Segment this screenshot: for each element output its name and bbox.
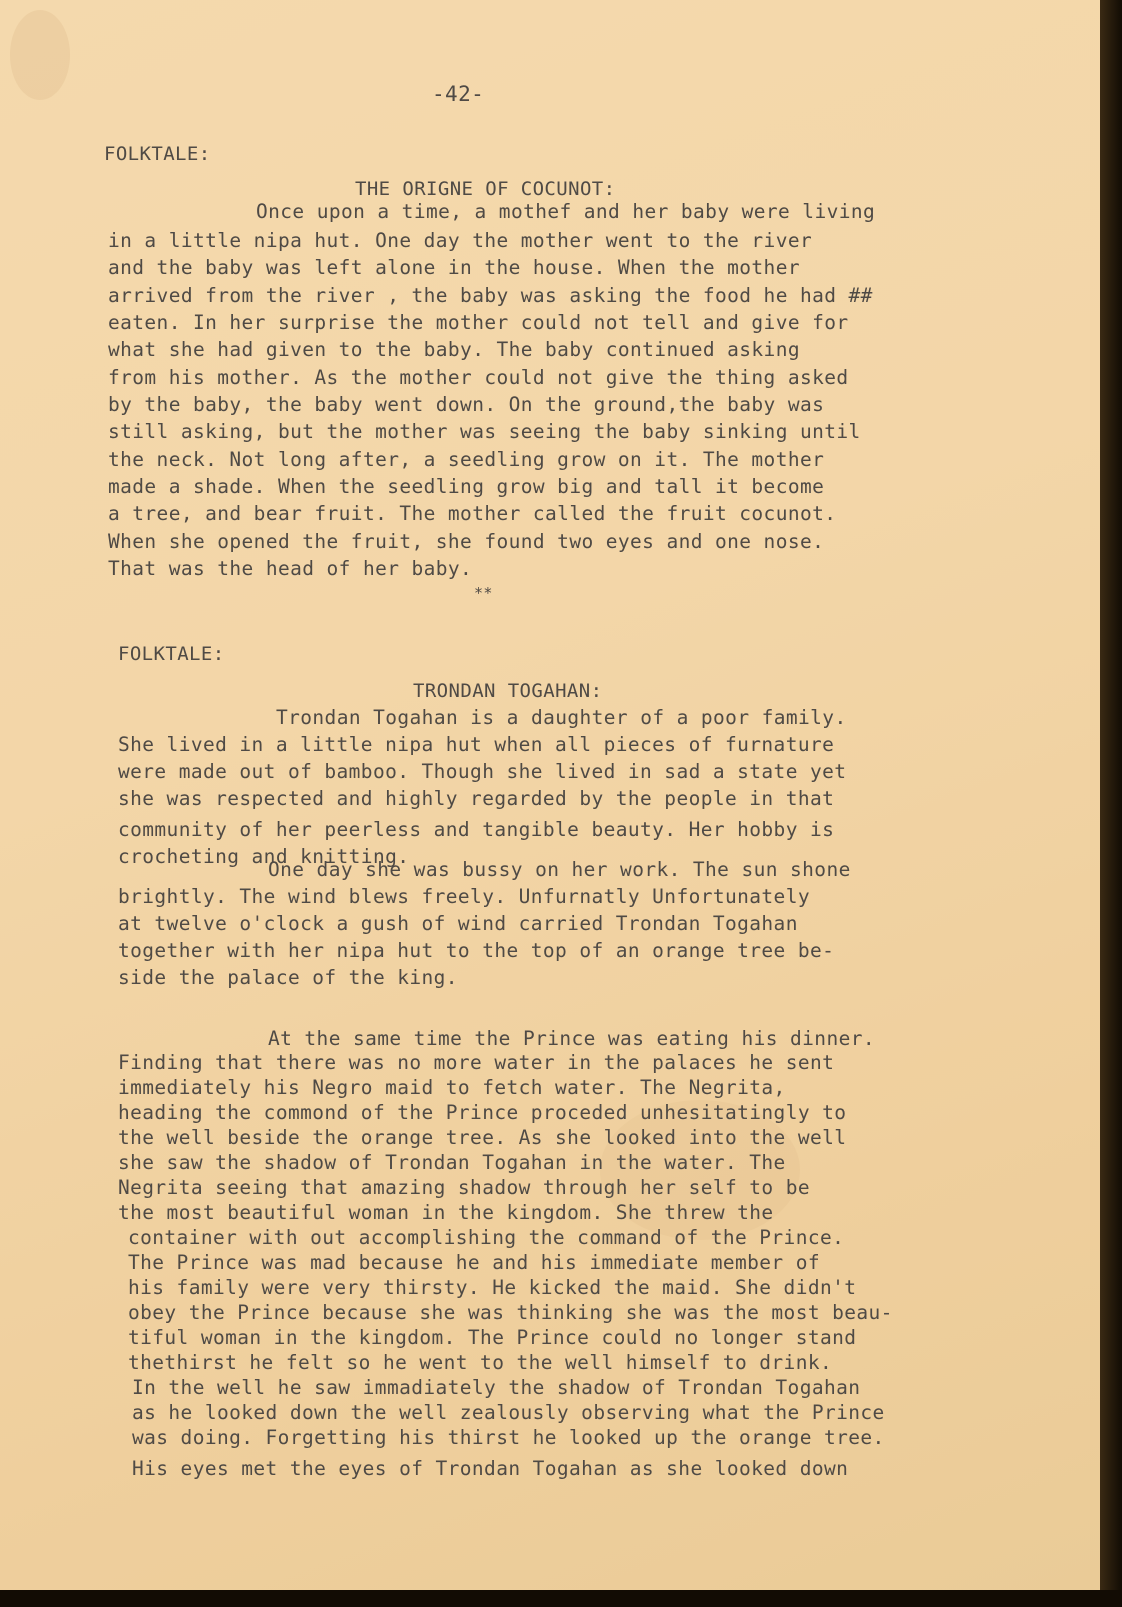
text-line: Finding that there was no more water in the palaces he sent: [118, 1051, 835, 1074]
text-line: His eyes met the eyes of Trondan Togahan as she looked down: [132, 1457, 849, 1480]
text-line: side the palace of the king.: [118, 966, 458, 989]
page-number: -42-: [432, 82, 485, 106]
story-title: THE ORIGNE OF COCUNOT:: [355, 178, 616, 200]
separator: **: [474, 584, 493, 602]
text-line: the neck. Not long after, a seedling grow on it. The mother: [108, 448, 825, 471]
text-line: at twelve o'clock a gush of wind carried Trondan Togahan: [118, 912, 798, 935]
text-line: eaten. In her surprise the mother could not tell and give for: [108, 311, 849, 334]
text-line: she saw the shadow of Trondan Togahan in the water. The: [118, 1151, 786, 1174]
text-line: In the well he saw immadiately the shadow of Trondan Togahan: [132, 1376, 861, 1399]
paper-stain: [10, 10, 70, 100]
text-line: were made out of bamboo. Though she lived in sad a state yet: [118, 760, 847, 783]
text-line: from his mother. As the mother could not give the thing asked: [108, 366, 849, 389]
text-line: still asking, but the mother was seeing the baby sinking until: [108, 420, 861, 443]
text-line: tiful woman in the kingdom. The Prince could no longer stand: [128, 1326, 857, 1349]
story-paragraph: [118, 1025, 893, 1511]
text-line: and the baby was left alone in the house. When the mother: [108, 256, 800, 279]
text-line: That was the head of her baby.: [108, 557, 473, 580]
section-label: FOLKTALE:: [118, 643, 225, 665]
text-line: arrived from the river , the baby was asking the food he had ##: [108, 284, 873, 307]
scan-edge-right: [1100, 0, 1122, 1607]
text-line: She lived in a little nipa hut when all pieces of furnature: [118, 733, 835, 756]
text-line: the most beautiful woman in the kingdom. She threw the: [118, 1201, 774, 1224]
scan-edge-bottom: [0, 1590, 1122, 1607]
text-line: At the same time the Prince was eating his dinner.: [268, 1027, 875, 1050]
text-line: the well beside the orange tree. As she looked into the well: [118, 1126, 847, 1149]
story-paragraph: [118, 856, 851, 991]
text-line: obey the Prince because she was thinking she was the most beau-: [128, 1301, 893, 1324]
text-line: crocheting and knitting.: [118, 845, 410, 868]
text-line: by the baby, the baby went down. On the ground,the baby was: [108, 393, 825, 416]
section-label: FOLKTALE:: [104, 143, 211, 165]
text-line: When she opened the fruit, she found two eyes and one nose.: [108, 530, 825, 553]
text-line: together with her nipa hut to the top of an orange tree be-: [118, 939, 835, 962]
text-line: Trondan Togahan is a daughter of a poor family.: [276, 706, 847, 729]
story-paragraph: [118, 704, 846, 866]
text-line: a tree, and bear fruit. The mother called the fruit cocunot.: [108, 502, 837, 525]
text-line: made a shade. When the seedling grow big and tall it become: [108, 475, 825, 498]
story-paragraph: [108, 198, 876, 580]
text-line: what she had given to the baby. The baby continued asking: [108, 338, 800, 361]
text-line: thethirst he felt so he went to the well himself to drink.: [128, 1351, 833, 1374]
text-line: heading the commond of the Prince proceded unhesitatingly to: [118, 1101, 847, 1124]
text-line: Once upon a time, a mothef and her baby were living: [256, 200, 876, 223]
text-line: brightly. The wind blews freely. Unfurnatly Unfortunately: [118, 885, 810, 908]
story-title: TRONDAN TOGAHAN:: [413, 680, 603, 702]
text-line: she was respected and highly regarded by the people in that: [118, 787, 835, 810]
text-line: as he looked down the well zealously observing what the Prince: [132, 1401, 885, 1424]
text-line: The Prince was mad because he and his immediate member of: [128, 1251, 820, 1274]
text-line: One day she was bussy on her work. The sun shone: [268, 858, 851, 881]
text-line: Negrita seeing that amazing shadow through her self to be: [118, 1176, 810, 1199]
text-line: container with out accomplishing the command of the Prince.: [128, 1226, 845, 1249]
text-line: in a little nipa hut. One day the mother went to the river: [108, 229, 813, 252]
text-line: community of her peerless and tangible beauty. Her hobby is: [118, 818, 835, 841]
text-line: immediately his Negro maid to fetch water. The Negrita,: [118, 1076, 786, 1099]
text-line: was doing. Forgetting his thirst he looked up the orange tree.: [132, 1426, 885, 1449]
text-line: his family were very thirsty. He kicked the maid. She didn't: [128, 1276, 857, 1299]
